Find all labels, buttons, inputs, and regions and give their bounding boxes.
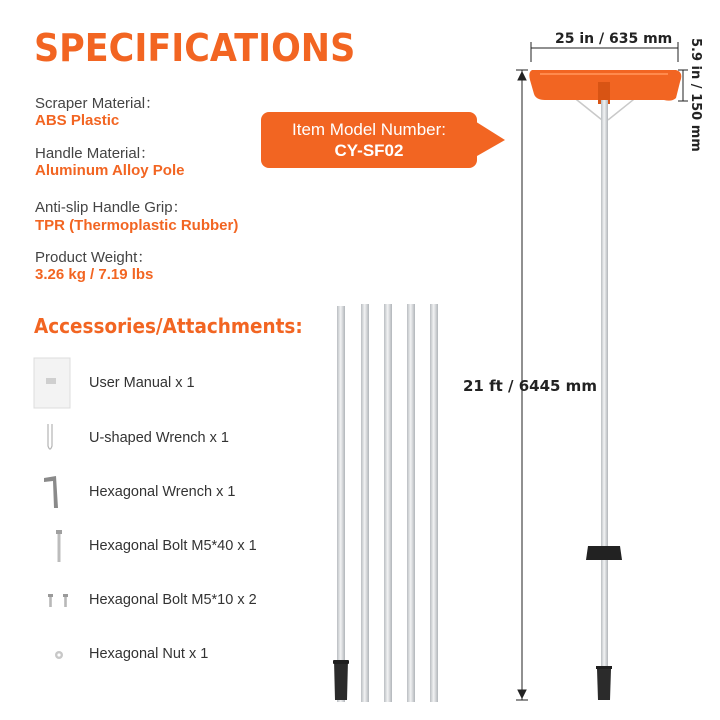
spec-value-product-weight: 3.26 kg / 7.19 lbs xyxy=(35,266,154,283)
spec-label-product-weight: Product Weight： xyxy=(35,249,153,266)
model-number-value: CY-SF02 xyxy=(334,141,404,160)
pole-sections xyxy=(333,304,438,702)
accessory-label: Hexagonal Bolt M5*10 x 2 xyxy=(89,592,257,608)
pole-section xyxy=(333,306,349,702)
dimension-width: 25 in / 635 mm xyxy=(555,31,673,47)
dimension-height: 5.9 in / 150 mm xyxy=(688,38,703,152)
pole-section xyxy=(361,304,369,702)
accessory-label: Hexagonal Wrench x 1 xyxy=(89,484,236,500)
spec-label-handle-material: Handle Material： xyxy=(35,145,156,162)
accessories-title: Accessories/Attachments: xyxy=(34,314,303,338)
accessory-label: U-shaped Wrench x 1 xyxy=(89,430,229,446)
accessory-label: User Manual x 1 xyxy=(89,375,195,391)
spec-label-scraper-material: Scraper Material： xyxy=(35,95,161,112)
model-number-label: Item Model Number: xyxy=(292,120,446,139)
accessory-label: Hexagonal Nut x 1 xyxy=(89,646,209,662)
pole-section xyxy=(384,304,392,702)
dimension-length: 21 ft / 6445 mm xyxy=(463,377,597,395)
spec-value-handle-material: Aluminum Alloy Pole xyxy=(35,162,185,179)
accessory-label: Hexagonal Bolt M5*40 x 1 xyxy=(89,538,257,554)
page-title: SPECIFICATIONS xyxy=(34,26,356,70)
pole-section xyxy=(430,304,438,702)
spec-value-handle-grip: TPR (Thermoplastic Rubber) xyxy=(35,217,239,234)
spec-label-handle-grip: Anti-slip Handle Grip： xyxy=(35,199,188,216)
pole-section xyxy=(407,304,415,702)
spec-value-scraper-material: ABS Plastic xyxy=(35,112,120,129)
